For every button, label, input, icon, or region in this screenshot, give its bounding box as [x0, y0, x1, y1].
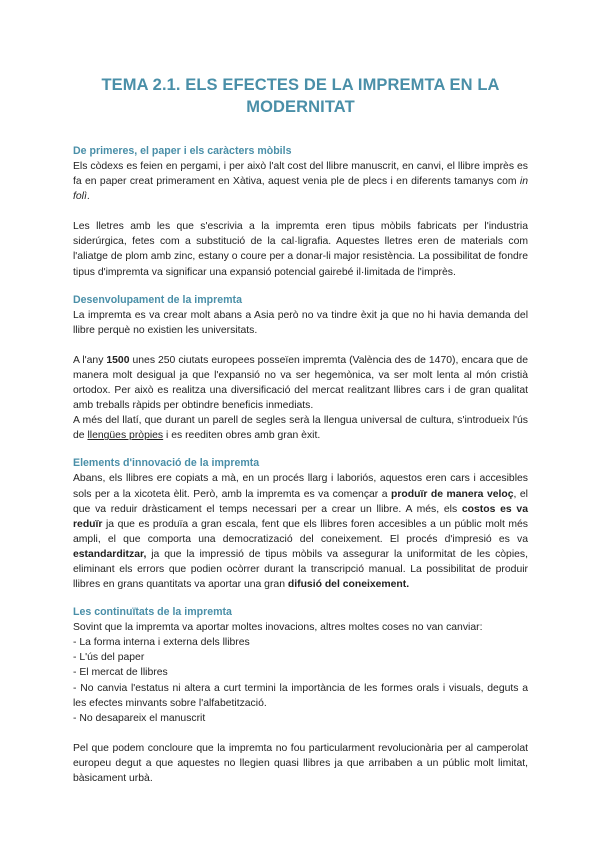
- section-heading: Les continuïtats de la impremta: [73, 606, 232, 619]
- text-run: ja que es produïa a gran escala, fent que els llibres foren accesibles a un públic molt més ampli, el que comporta una democratizació del coneixement. El procés d'impresió es va: [73, 518, 528, 545]
- text-run: , el que va reduir dràsticament el temps necessari per a crear un llibre. A més, els: [73, 488, 528, 515]
- text-run: i es reediten obres amb gran èxit.: [163, 430, 321, 442]
- bold-text: costos es va reduïr: [73, 503, 528, 530]
- list-item: - El mercat de llibres: [73, 667, 168, 679]
- bold-text: estandarditzar,: [73, 548, 147, 560]
- paragraph: Les lletres amb les que s'escrivia a la impremta eren tipus mòbils fabricats per l'industria siderúrgica, fetes com a substitució de la cal·ligrafia. Aquestes lletres eren de materials com l'aliatge de plom amb zinc, estany o coure per a donar-li major resistència. La possibilitat de fondre tipus d'impremta va significar una expansió potencial gairebé il·limitada de l'imprès.: [73, 221, 528, 278]
- section-development: [73, 293, 528, 444]
- page-title-line-1: TEMA 2.1. ELS EFECTES DE LA IMPREMTA EN LA: [101, 76, 500, 94]
- list-item: - No desapareix el manuscrit: [73, 712, 206, 724]
- text-run: A més del llatí, que durant un parell de segles serà la llengua universal de cultura, s'introdueix l'ús de: [73, 415, 528, 442]
- paragraph: [73, 413, 528, 443]
- paragraph: [73, 471, 528, 592]
- section-heading: Elements d'innovació de la impremta: [73, 457, 260, 470]
- paragraph: La impremta es va crear molt abans a Asia però no va tindre èxit ja que no hi havia demanda del llibre perquè no existien les universitats.: [73, 309, 528, 336]
- bold-text: 1500: [106, 354, 130, 366]
- paragraph: [73, 353, 528, 413]
- text-run: .: [86, 191, 90, 203]
- continuities-list: [73, 635, 528, 726]
- text-run: ja que la impressió de tipus mòbils va assegurar la uniformitat de les còpies, eliminant els errors que podien ocòrrer durant la transcripció manual. La possibilitat de produir llibres en grans quantitats va aportar una gran: [73, 548, 528, 591]
- conclusion-paragraph: Pel que podem concloure que la impremta no fou particularment revolucionària per al camperolat europeu degut a que aquestes no llegien quasi llibres ja que arribaben a un públic molt limitat, bàsicament urbà.: [73, 742, 528, 784]
- text-run: Abans, els llibres ere copiats a mà, en un procés llarg i laboriós, aquestos eren cars i accesibles sols per a la xicoteta èlit. Però, amb la impremta es va començar a: [73, 473, 528, 500]
- underlined-text: llengües pròpies: [87, 430, 164, 442]
- paragraph: [73, 159, 528, 204]
- list-item: - No canvia l'estatus ni altera a curt termini la importància de les formes orals i visuals, deguts a les efectes minvants sobre l'alfabetització.: [73, 682, 528, 709]
- section-innovation: [73, 456, 528, 592]
- section-heading: Desenvolupament de la impremta: [73, 293, 242, 306]
- italic-text: in folì: [73, 176, 528, 203]
- section-heading: De primeres, el paper i els caràcters mòbils: [73, 145, 292, 157]
- page-title: [73, 74, 528, 118]
- text-run: Els còdexs es feien en pergami, i per això l'alt cost del llibre manuscrit, en canvi, el llibre imprès es fa en paper creat primerament en Xàtiva, aquest venia ple de plecs i en diferents tamanys com: [73, 161, 528, 188]
- section-continuities: [73, 605, 528, 786]
- section-paper-mobile-type: [73, 144, 528, 280]
- paragraph: Sovint que la impremta va aportar moltes inovacions, altres moltes coses no van canviar:: [73, 622, 483, 634]
- bold-text: produïr de manera veloç: [391, 488, 514, 500]
- list-item: - L'ús del paper: [73, 652, 145, 664]
- list-item: - La forma interna i externa dels llibres: [73, 637, 250, 649]
- text-run: unes 250 ciutats europees posseïen impremta (València des de 1470), encara que de manera molt desigual ja que l'expansió no va ser hegemònica, va ser molt lenta al món cristià ortodox. Per això es realitza una diversificació del mercat realitzant llibres cars i de gran qualitat amb treballs ràpids per obtindre beneficis inmediats.: [73, 354, 528, 412]
- text-run: A l'any: [73, 354, 107, 366]
- page-title-line-2: MODERNITAT: [246, 98, 355, 116]
- bold-text: difusió del coneixement.: [287, 579, 410, 591]
